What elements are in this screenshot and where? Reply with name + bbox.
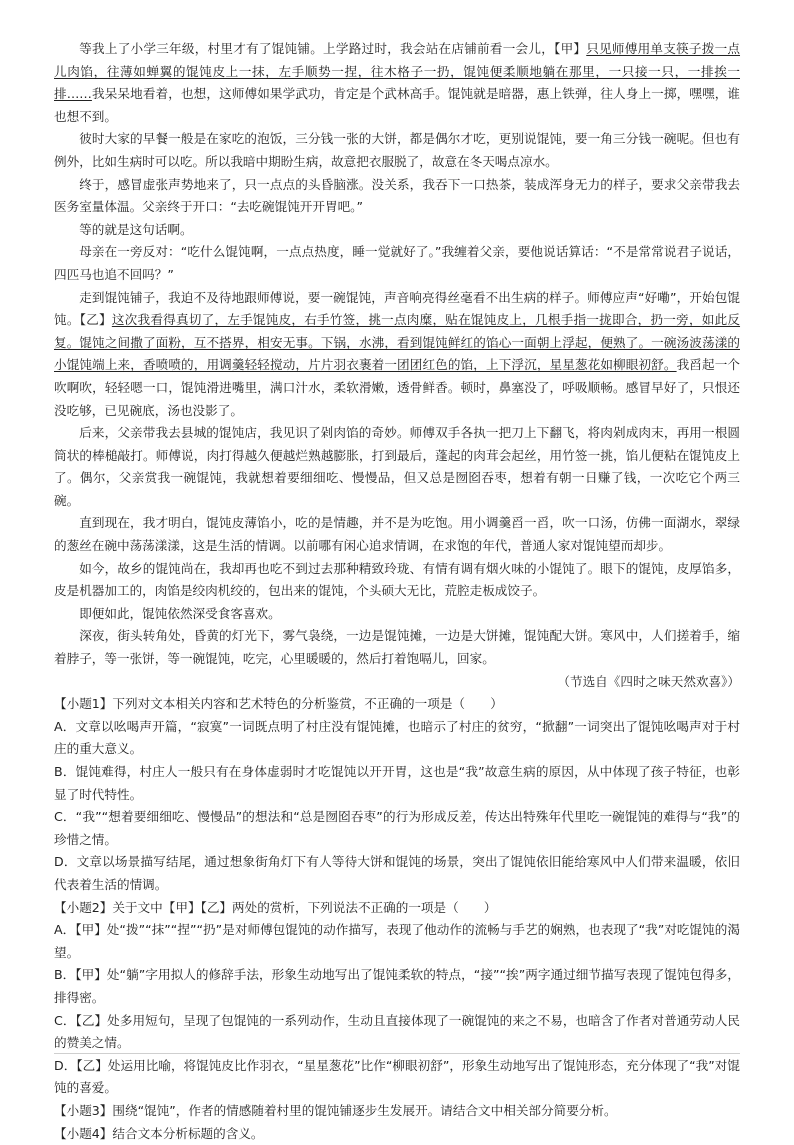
question-1-option-a: A．文章以吆喝声开篇，“寂寞”一词既点明了村庄没有馄饨摊，也暗示了村庄的贫穷，“掀翻”一词突出了馄饨吆喝声对于村庄的重大意义。 [54,716,740,761]
paragraph-9: 如今，故乡的馄饨尚在，我却再也吃不到过去那种精致玲珑、有情有调有烟火味的小馄饨了。眼下的馄饨，皮厚馅多，皮是机器加工的，肉馅是绞肉机绞的，包出来的馄饨，个头硕大无比，荒腔走板成饺子。 [54,558,740,603]
paragraph-7: 后来，父亲带我去县城的馄饨店，我见识了剁肉馅的奇妙。师傅双手各执一把刀上下翻飞，将肉剁成肉末，再用一根圆筒状的棒槌敲打。师傅说，肉打得越久便越烂熟越膨胀，打到最后，蓬起的肉茸会起丝，用竹签一挑，馅儿便粘在馄饨皮上了。偶尔，父亲赏我一碗馄饨，我就想着要细细吃、慢慢品，但又总是囫囵吞枣，想着有朝一日赚了钱，一次吃它个两三碗。 [54,422,740,512]
paragraph-8: 直到现在，我才明白，馄饨皮薄馅小，吃的是情趣，并不是为吃饱。用小调羹舀一舀，吹一口汤，仿佛一面湖水，翠绿的葱丝在碗中荡荡漾漾，这是生活的情调。以前哪有闲心追求情调，在求饱的年代，普通人家对馄饨望而却步。 [54,512,740,557]
paragraph-text: 等我上了小学三年级，村里才有了馄饨铺。上学路过时，我会站在店铺前看一会儿， [79,41,554,56]
paragraph-1 [54,38,740,128]
bottom-divider [54,1053,740,1054]
marker-jia: 【甲】 [554,41,586,56]
question-2-option-c: C．【乙】处多用短句，呈现了包馄饨的一系列动作，生动且直接体现了一碗馄饨的来之不易，也暗含了作者对普通劳动人民的赞美之情。 [54,1010,740,1055]
marker-yi: 【乙】 [80,312,112,327]
paragraph-5: 母亲在一旁反对：“吃什么馄饨啊，一点点热度，睡一觉就好了。”我缠着父亲，要他说话算话：“不是常常说君子说话，四匹马也追不回吗？” [54,241,740,286]
paragraph-3: 终于，感冒虚张声势地来了，只一点点的头昏脑涨。没关系，我吞下一口热茶，装成浑身无力的样子，要求父亲带我去医务室量体温。父亲终于开口：“去吃碗馄饨开开胃吧。” [54,174,740,219]
question-2-stem: 【小题2】关于文中【甲】【乙】两处的赏析，下列说法不正确的一项是（ ） [54,897,740,920]
paragraph-10: 即便如此，馄饨依然深受食客喜欢。 [54,603,740,626]
question-2-option-b: B．【甲】处“躺”字用拟人的修辞手法，形象生动地写出了馄饨柔软的特点，“接”“挨”两字通过细节描写表现了馄饨包得多，排得密。 [54,964,740,1009]
source-citation: （节选自《四时之味天然欢喜》） [54,671,740,694]
question-4-stem: 【小题4】结合文本分析标题的含义。 [54,1123,740,1145]
question-1-option-d: D．文章以场景描写结尾，通过想象街角灯下有人等待大饼和馄饨的场景，突出了馄饨依旧能给寒风中人们带来温暖，依旧代表着生活的情调。 [54,851,740,896]
underlined-passage-yi: 这次我看得真切了，左手馄饨皮，右手竹签，挑一点肉糜，贴在馄饨皮上，几根手指一拢即合，扔一旁，如此反复。馄饨之间撒了面粉，互不搭界，相安无事。下锅，水沸，看到馄饨鲜红的馅心一面朝上浮起，便熟了。一碗汤波荡漾的小馄饨端上来，香喷喷的，用调羹轻轻搅动，片片羽衣裹着一团团红色的馅，上下浮沉，星星葱花如柳眼初舒。 [54,312,740,372]
paragraph-4: 等的就是这句话啊。 [54,219,740,242]
paragraph-text: 我呆呆地看着，也想，这师傅如果学武功，肯定是个武林高手。馄饨就是暗器，惠上铁弹，往人身上一掷，嘿嘿，谁也想不到。 [54,86,740,124]
paragraph-text: 我舀起一个吹啊吹，轻轻嗯一口，馄饨滑进嘴里，满口汁水，柔软滑嫩，透骨鲜香。顿时，鼻塞没了，呼吸顺畅。感冒早好了，只恨还没吃够，已见碗底，汤也没影了。 [54,357,740,417]
paragraph-text: 走到馄饨铺子，我迫不及待地跟师傅说，要一碗馄饨，声音响亮得丝毫看不出生病的样子。师傅应声“好嘞”，开始包馄饨。 [54,290,740,328]
paragraph-11: 深夜，街头转角处，昏黄的灯光下，雾气袅绕，一边是馄饨摊，一边是大饼摊，馄饨配大饼。寒风中，人们搓着手，缩着脖子，等一张饼，等一碗馄饨，吃完，心里暖暖的，然后打着饱嗝儿，回家。 [54,625,740,670]
paragraph-2: 彼时大家的早餐一般是在家吃的泡饭，三分钱一张的大饼，都是偶尔才吃，更别说馄饨，要一角三分钱一碗呢。但也有例外，比如生病时可以吃。所以我暗中期盼生病，故意把衣服脱了，故意在冬天喝点凉水。 [54,128,740,173]
paragraph-6 [54,287,740,423]
question-2-option-d: D．【乙】处运用比喻，将馄饨皮比作羽衣，“星星葱花”比作“柳眼初舒”，形象生动地写出了馄饨形态，充分体现了“我”对馄饨的喜爱。 [54,1055,740,1100]
question-1-option-c: C．“我”“想着要细细吃、慢慢品”的想法和“总是囫囵吞枣”的行为形成反差，传达出特殊年代里吃一碗馄饨的难得与“我”的珍惜之情。 [54,806,740,851]
underlined-passage-jia: 只见师傅用单支筷子拨一点儿肉馅，往薄如蝉翼的馄饨皮上一抹，左手顺势一捏，往木格子一扔，馄饨便柔顺地躺在那里，一只接一只，一排挨一排…… [54,41,740,101]
question-2-option-a: A．【甲】处“拨”“抹”“捏”“扔”是对师傅包馄饨的动作描写，表现了他动作的流畅与手艺的娴熟，也表现了“我”对吃馄饨的渴望。 [54,919,740,964]
article-body [54,38,740,1145]
question-3-stem: 【小题3】围绕“馄饨”，作者的情感随着村里的馄饨铺逐步生发展开。请结合文中相关部分简要分析。 [54,1100,740,1123]
question-1-option-b: B．馄饨难得，村庄人一般只有在身体虚弱时才吃馄饨以开开胃，这也是“我”故意生病的原因，从中体现了孩子特征，也彰显了时代特性。 [54,761,740,806]
question-1-stem: 【小题1】下列对文本相关内容和艺术特色的分析鉴赏，不正确的一项是（ ） [54,693,740,716]
